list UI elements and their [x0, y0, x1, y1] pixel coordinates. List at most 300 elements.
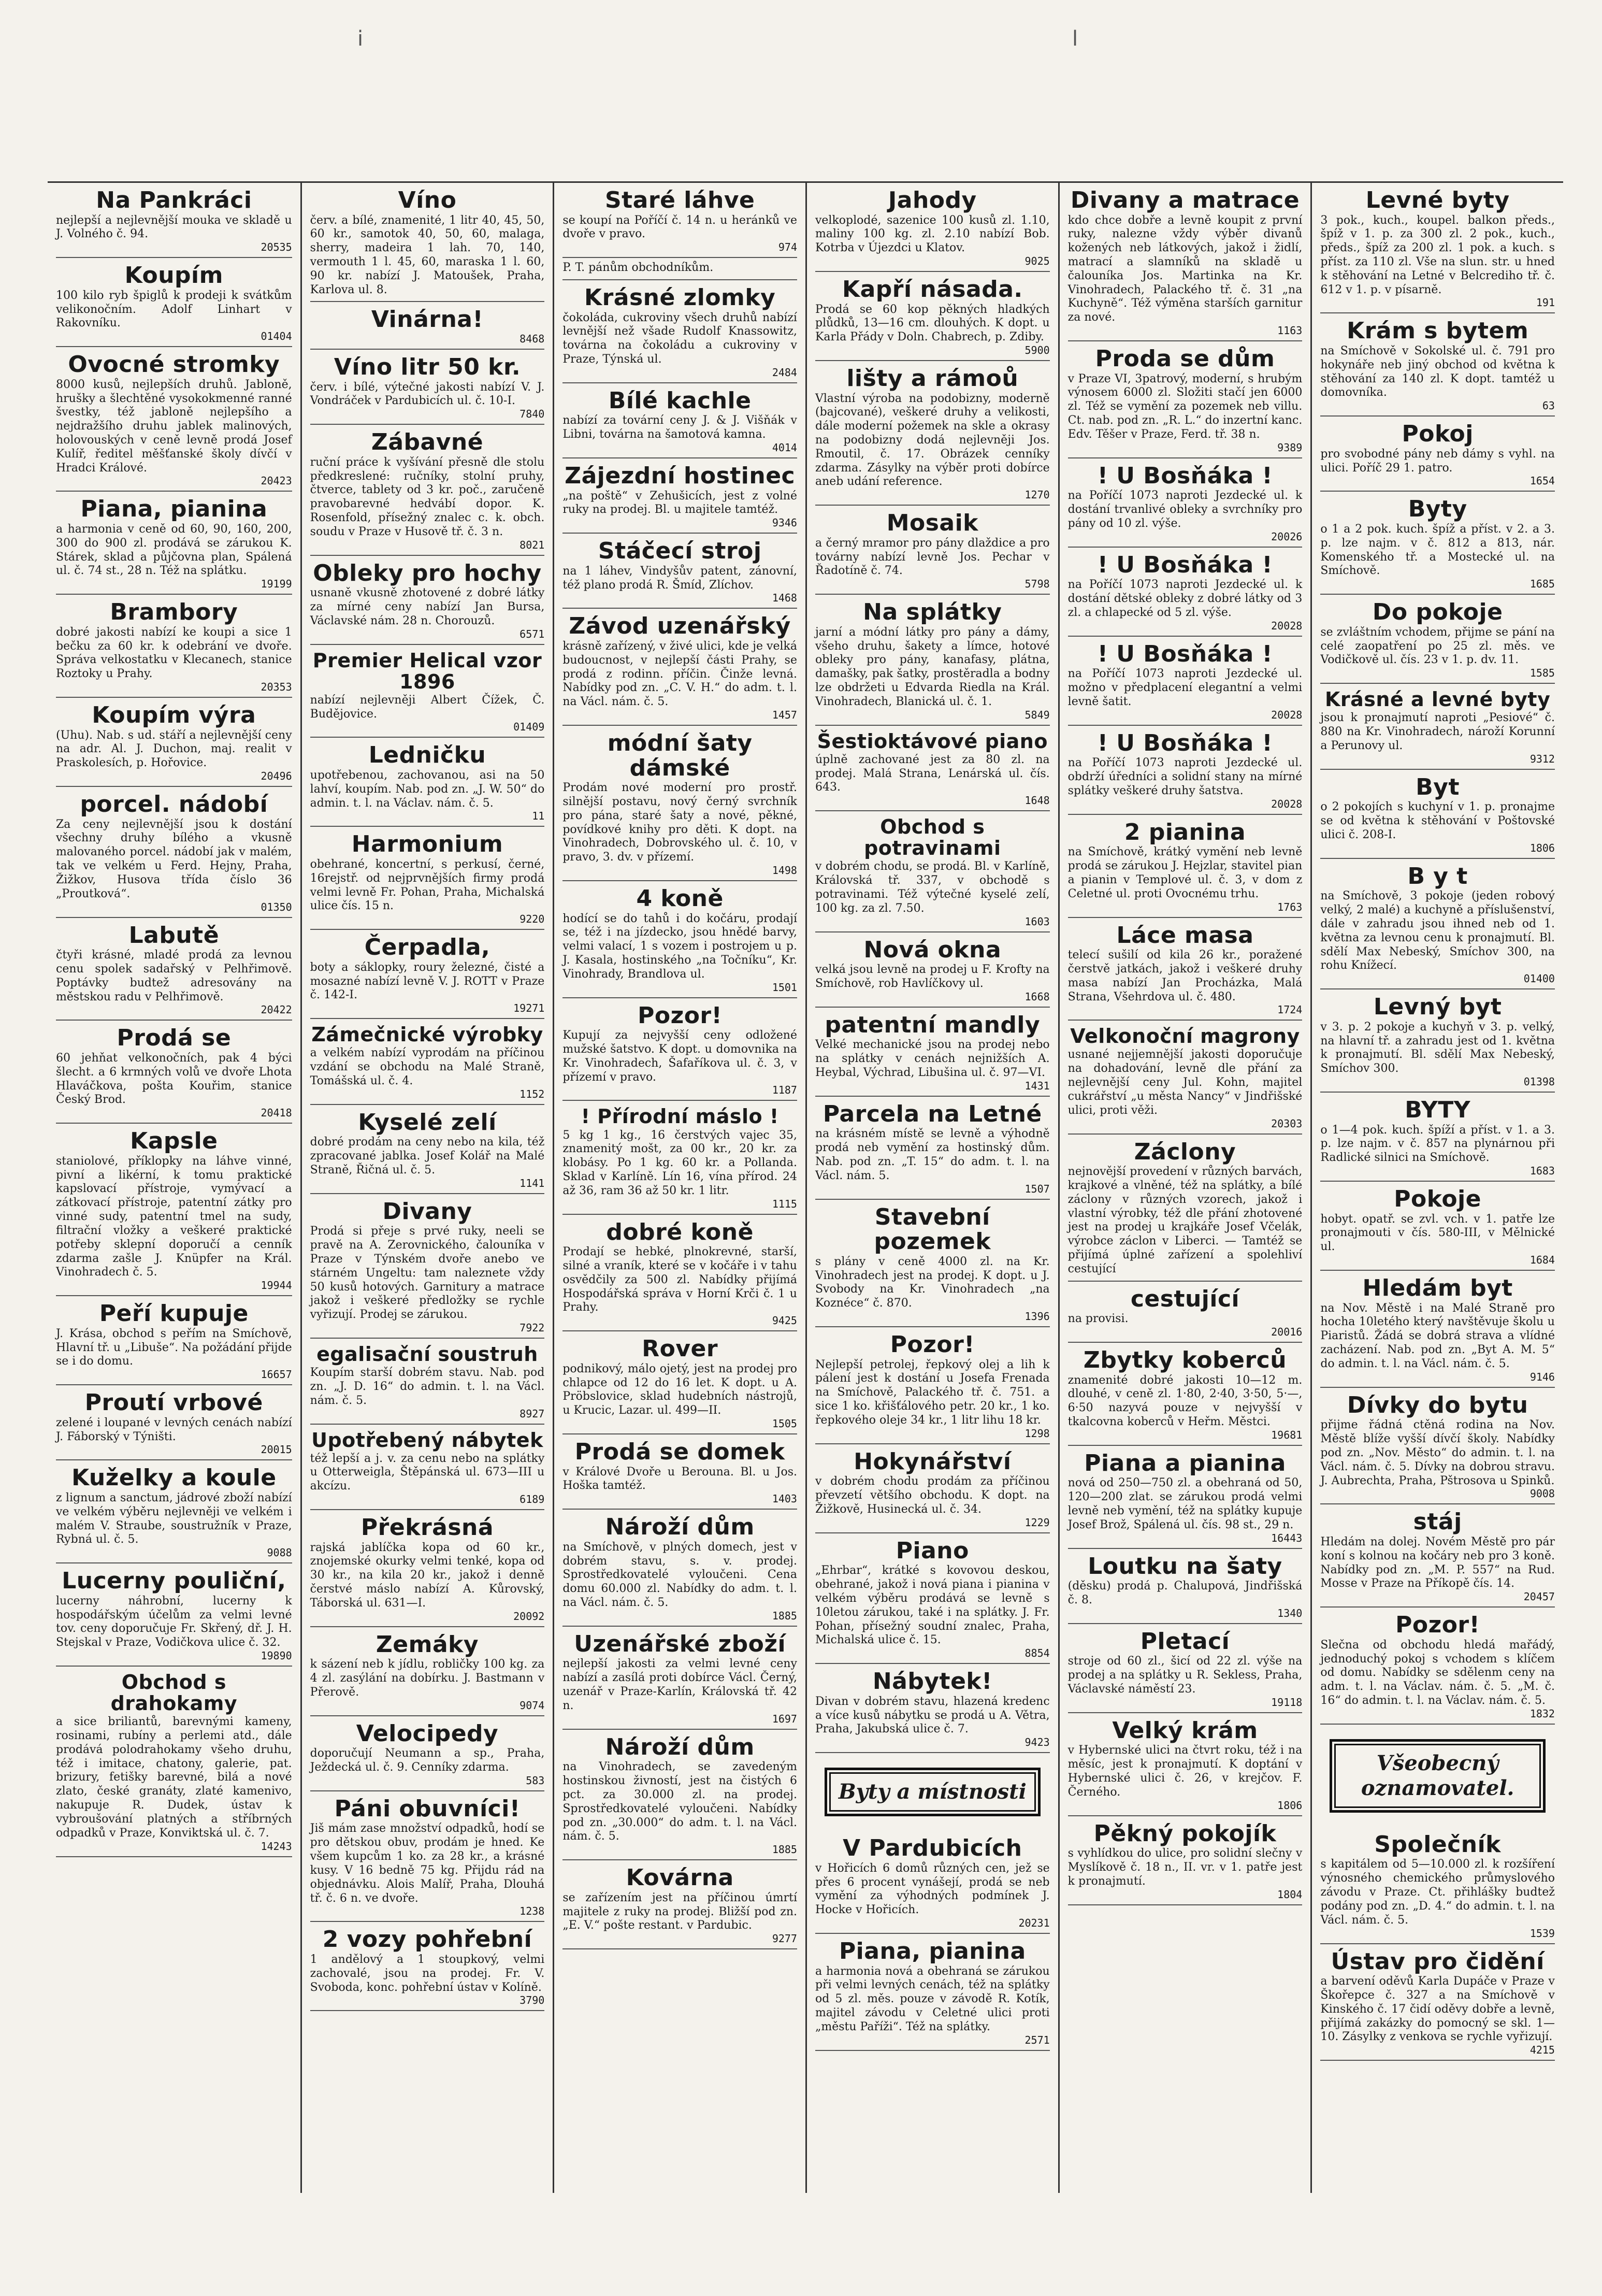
ad-title: Šestioktávové piano [817, 729, 1048, 753]
ad-text: Velké mechanické jsou na prodej nebo na splátky v cenách nejnižších A. Heybal, Výchrad, Libušina ul. č. 97—VI. [815, 1038, 1050, 1080]
ad-text: dobré prodám na ceny nebo na kila, též zpracované jablka. Josef Kolář na Malé Straně, Řičná ul. č. 5. [310, 1136, 545, 1176]
ad-text: v 3. p. 2 pokoje a kuchyň v 3. p. velký, na hlavní tř. a zahradu jest od 1. května k pronajmutí. Bl. sdělí Max Nebeský, Smíchov 300. [1320, 1020, 1555, 1075]
ad-number: 6571 [519, 627, 545, 640]
ad-number: 1885 [772, 1843, 797, 1856]
classified-ad [56, 1124, 292, 1296]
ad-title: Láce masa [1116, 922, 1254, 949]
classified-ad [562, 1510, 797, 1627]
ad-text: na Poříčí 1073 naproti Jezdecké ul. k dostání trvanlivé obleky a svrchníky pro pány od 10 zl. výše. [1067, 489, 1303, 530]
classified-ad [1320, 1504, 1555, 1608]
classified-ad [1068, 637, 1303, 726]
ad-number: 20016 [1271, 1326, 1303, 1339]
ad-title: Kapsle [130, 1128, 218, 1155]
classified-ad [1320, 1608, 1555, 1725]
ad-number: 8021 [519, 538, 545, 551]
classified-ad [1068, 1343, 1303, 1446]
classified-ad [815, 1097, 1050, 1200]
ad-title: Harmonium [351, 831, 503, 858]
classified-ad [56, 492, 292, 595]
ad-number: 63 [1542, 399, 1555, 412]
ad-title: Pozor! [890, 1331, 975, 1358]
classified-ad [562, 1627, 797, 1730]
ad-title: Kyselé zelí [358, 1109, 497, 1136]
classified-ad [1320, 183, 1555, 313]
ad-title: Nároží dům [605, 1514, 755, 1541]
ad-number: 20423 [261, 475, 292, 487]
ad-text: usnaně vkusně zhotovené z dobré látky za mírné ceny nabízí Jan Bursa, Václavské nám. 28 n. Chorouzů. [310, 586, 545, 627]
ad-text: P. T. pánům obchodníkům. [562, 261, 714, 275]
ad-title: Brambory [110, 599, 238, 626]
ad-number: 5849 [1024, 708, 1050, 721]
ad-text: (děsku) prodá p. Chalupová, Jindřišská č. 8. [1067, 1580, 1303, 1607]
ad-text: přijme řádná ctěná rodina na Nov. Městě blíže vyšší dívčí školy. Nabídky pod zn. „Nov. Město“ do admin. t. l. na Václ. nám. č. 5. Dívky na dobrou stravu. J. Aubrechta, Praha, Pštrosova u Spinků. [1320, 1418, 1555, 1487]
page-mark: i [357, 27, 364, 51]
ad-title: Ústav pro čidění [1331, 1948, 1545, 1975]
ad-title: Obchod s potravinami [864, 815, 1001, 860]
ad-number: 9088 [267, 1546, 292, 1559]
classified-ad [1320, 492, 1555, 595]
classified-ad [310, 738, 545, 827]
classified-ad [815, 1831, 1050, 1934]
ad-number: 1396 [1024, 1310, 1050, 1323]
ad-number: 1501 [772, 981, 797, 994]
ad-text: zelené i loupané v levných cenách nabízí J. Fáborský v Týništi. [56, 1416, 292, 1443]
ad-number: 20418 [261, 1107, 292, 1120]
ad-number: 5798 [1024, 578, 1050, 591]
ad-number: 1403 [772, 1493, 797, 1505]
classified-ad [1068, 1816, 1303, 1905]
classified-ad [1320, 313, 1555, 417]
ad-number: 19681 [1271, 1428, 1303, 1441]
ad-number: 7840 [519, 408, 545, 421]
classified-ad [815, 1664, 1050, 1753]
ad-text: z lignum a sanctum, jádrové zboží nabízí ve velkém výběru nejlevněji ve velkém i malém V. Straube, soustružník v Praze, Rybná ul. č. 5. [56, 1491, 292, 1546]
ad-number: 5900 [1024, 344, 1050, 356]
classified-ad [310, 1627, 545, 1716]
ad-text: o 1—4 pok. kuch. špíží a příst. v 1. a 3. p. lze najm. v č. 857 na plynárnou při Radlické silnici na Smíchově. [1320, 1123, 1555, 1165]
ad-title: Stáčecí stroj [598, 538, 762, 565]
ad-title: B y t [1407, 863, 1468, 889]
ad-text: krásně zařízený, v živé ulici, kde je velká budoucnost, v nejlepší části Prahy, se prodá z rodinn. příčin. Činže levná. Nabídky pod zn. „C. V. H.“ do adm. t. l. na Václ. nám. č. 5. [562, 639, 797, 709]
classified-ad [815, 506, 1050, 595]
ad-number: 20015 [261, 1443, 292, 1456]
ad-title: Pěkný pokojík [1093, 1820, 1277, 1847]
classified-ad [1068, 1135, 1303, 1282]
ad-title: Dívky do bytu [1347, 1391, 1528, 1418]
ad-title: Loutku na šaty [1088, 1553, 1282, 1580]
ad-text: nabízí nejlevněji Albert Čížek, Č. Budějovice. [310, 693, 545, 721]
classified-ad [815, 1008, 1050, 1097]
ad-number: 1141 [519, 1176, 545, 1189]
ad-number: 1684 [1529, 1254, 1555, 1267]
classified-ad [1068, 1713, 1303, 1816]
ad-title: Nábytek! [872, 1668, 992, 1695]
ad-title: Lucerny pouliční, [62, 1568, 286, 1595]
ad-title: Staré láhve [604, 187, 755, 213]
ad-text: o 1 a 2 pok. kuch. špíž a příst. v 2. a 3. p. lze najm. v č. 812 a 813, nár. Komenského tř. a Mostecké ul. na Smíchově. [1320, 523, 1555, 578]
classified-ad [310, 1019, 545, 1105]
ad-title: Piana, pianina [839, 1938, 1026, 1964]
classified-ad [310, 930, 545, 1019]
ad-title: Hokynářství [854, 1448, 1012, 1475]
classified-ad [310, 1791, 545, 1922]
ad-number: 1668 [1024, 990, 1050, 1003]
classified-ad [562, 1730, 797, 1860]
ad-text: nabízí za tovární ceny J. & J. Višňák v Libni, továrna na šamotová kamna. [562, 414, 797, 441]
ad-number: 9074 [519, 1699, 545, 1712]
ad-number: 01350 [261, 900, 292, 913]
ad-text: hobyt. opatř. se zvl. vch. v 1. patře lze pronajmouti v čís. 580-III, v Mělnické ul. [1320, 1212, 1555, 1254]
ad-number: 1683 [1529, 1165, 1555, 1178]
ad-text: v Praze VI, 3patrový, moderní, s hrubým výnosem 6000 zl. Složiti stačí jen 6000 zl. Též se vymění za pozemek neb villu. Ct. nab. pod zn. „R. L.“ do inzertní kanc. Edv. Těšer v Praze, Ferd. tř. 38 n. [1067, 372, 1303, 441]
classified-ad [1320, 1271, 1555, 1388]
ad-text: rajská jablíčka kopa od 60 kr., znojemské okurky velmi tenké, kopa od 30 kr., na kila 20 kr., jakož i denně čerstvé máslo nabízí A. Kůrovský, Táborská ul. 631—I. [310, 1541, 545, 1610]
classified-ad [1320, 989, 1555, 1093]
ad-text: „Ehrbar“, krátké s kovovou deskou, obehrané, jakož i nová piana i pianina v velkém výběru prodává se levně s 10letou zárukou, také i na splátky. J. Fr. Pohan, přísežný soudní znalec, Praha, Michalská ulice č. 15. [815, 1564, 1050, 1647]
ad-title: Zájezdní hostinec [565, 463, 796, 489]
ad-number: 1229 [1024, 1516, 1050, 1529]
ad-title: ! U Bosňáka ! [1097, 729, 1273, 756]
classified-ad [815, 361, 1050, 506]
ad-text: usnané nejjemnější jakosti doporučuje na dohadování, levně dle přání za nejlevnější ceny Jul. Kohn, majitel cukrářství „u města Nancy“ v Jindřišské ulici, proti věži. [1067, 1048, 1303, 1117]
ad-number: 19890 [261, 1649, 292, 1662]
ad-number: 1468 [772, 592, 797, 605]
ad-number: 1457 [772, 709, 797, 721]
ad-number: 8854 [1024, 1647, 1050, 1660]
ad-text: obehrané, koncertní, s perkusí, černé, 16rejstř. od nejprvnějších firmy prodá velmi levně Fr. Pohan, Praha, Michalská ulice čís. 15 n. [310, 857, 545, 913]
classified-ad [56, 1021, 292, 1124]
ad-number: 01398 [1523, 1075, 1555, 1088]
ad-number: 7922 [519, 1322, 545, 1334]
classified-ad [310, 425, 545, 555]
classified-ad [815, 1934, 1050, 2051]
ad-text: podnikový, málo ojetý, jest na prodej pro chlapce od 12 do 16 let. K dopt. u A. Pröbslovice, sklad hudebních nástrojů, u Krucic, Lazar. ul. 499—II. [562, 1362, 797, 1417]
ad-number: 1340 [1277, 1606, 1303, 1619]
classified-ad [1320, 595, 1555, 684]
ad-text: kdo chce dobře a levně koupit z první ruky, nalezne vždy výběr divanů kožených neb látkových, jakož i židlí, matrací a slamníků na skladě u čalouníka Jos. Martinka na Kr. Vinohradech, Palackého tř. č. 31 „na Kuchyně“. Též výměna starších garnitur za nové. [1067, 213, 1303, 324]
ad-text: a harmonia nová a obehraná se zárukou při velmi levných cenách, též na splátky od 5 zl. měs. pouze v závodě R. Kotík, majitel závodu v Celetné ulici proti „městu Paříži“. Též na splátky. [815, 1964, 1050, 2033]
classified-ad [1320, 1944, 1555, 2061]
ad-number: 1804 [1277, 1888, 1303, 1901]
ad-number: 1152 [519, 1087, 545, 1100]
ad-text: a velkém nabízí vyprodám na příčinou vzdání se obchodu na Malé Straně, Tomášská ul. č. 4. [310, 1046, 545, 1087]
ad-title: Koupím [124, 262, 223, 289]
ad-number: 11 [532, 810, 545, 823]
ad-number: 1507 [1024, 1182, 1050, 1195]
ad-number: 01400 [1523, 972, 1555, 985]
classified-ad [1320, 684, 1555, 770]
classified-ad [310, 350, 545, 425]
ad-title: Proda se dům [1095, 346, 1275, 372]
classified-ad [310, 1339, 545, 1425]
classified-ad [815, 726, 1050, 812]
ad-title: patentní mandly [825, 1011, 1041, 1038]
ad-number: 191 [1536, 296, 1555, 309]
ad-title: Velký krám [1112, 1717, 1258, 1744]
ad-title: Pokoj [1402, 421, 1474, 448]
ad-number: 1163 [1277, 324, 1303, 337]
ad-number: 20457 [1523, 1590, 1555, 1603]
ad-title: ! U Bosňáka ! [1097, 640, 1273, 667]
ad-title: Překrásná [360, 1514, 494, 1541]
classified-ad [56, 787, 292, 917]
ad-text: jsou k pronajmutí naproti „Pesiové“ č. 880 na Kr. Vinohradech, nároží Korunní a Perunovy ul. [1320, 711, 1555, 752]
ad-title: ! U Bosňáka ! [1097, 462, 1273, 489]
ad-title: Levné byty [1365, 187, 1510, 213]
ad-text: Prodají se hebké, plnokrevné, starší, silné a vraník, které se v kočáře i v tahu osvědčily za 500 zl. Nabídky přijímá Hospodářská správa v Horní Krči č. 1 u Prahy. [562, 1245, 797, 1314]
ad-number: 1832 [1529, 1707, 1555, 1720]
classified-ad [310, 1194, 545, 1339]
classified-ad [1068, 458, 1303, 548]
classified-ad [562, 534, 797, 609]
ad-number: 1885 [772, 1609, 797, 1622]
classified-ad [56, 1460, 292, 1563]
ad-title: BYTY [1405, 1097, 1471, 1124]
classified-ad [56, 918, 292, 1021]
ad-title: 2 vozy pohřební [322, 1926, 532, 1953]
classified-ad [1320, 1182, 1555, 1271]
ad-title: cestující [1130, 1285, 1240, 1312]
ad-text: na Poříčí 1073 naproti Jezdecké ul. možno v předplacení elegantní a velmi levně šatit. [1067, 667, 1303, 708]
ad-title: Parcela na Letné [822, 1100, 1042, 1127]
ad-text: v Hybernské ulici na čtvrt roku, též i na měsíc, jest k pronajmutí. K doptání v Hybernské ulici č. 26, v krejčov. F. Černého. [1067, 1744, 1303, 1799]
ad-number: 2484 [772, 366, 797, 379]
classified-ad [562, 998, 797, 1101]
column-2 [300, 183, 553, 2193]
ad-title: Ovocné stromky [68, 351, 280, 378]
ad-text: velká jsou levně na prodej u F. Krofty na Smíchově, rob Havlíčkovy ul. [815, 963, 1050, 991]
classified-ad [56, 347, 292, 492]
ad-number: 01404 [261, 330, 292, 343]
ad-text: též lepší a j. v. za cenu nebo na splátky u Otterweigla, Štěpánská ul. 673—III u akcízu. [310, 1452, 545, 1493]
classified-ad [56, 1385, 292, 1460]
ad-text: se zvláštním vchodem, přijme se pání na celé zaopatření po 25 zl. měs. ve Vodičkově ul. čís. 23 v 1. p. dv. 11. [1320, 625, 1555, 667]
ad-number: 583 [526, 1774, 545, 1787]
ad-number: 9346 [772, 516, 797, 529]
ad-text: 3 pok., kuch., koupel. balkon předs., špíž v 1. p. za 300 zl. 2 pok., kuch., předs., špíž za 200 zl. 1 pok. a kuch. s příst. za 110 zl. Vše na slun. str. u hned k stěhování na Letné v Belcrediho tř. č. 612 v 1. p. v písarně. [1320, 213, 1555, 296]
classified-ad [1068, 341, 1303, 458]
ad-text: na Smíchově, krátký vymění neb levně prodá se zárukou J. Hejzlar, stavitel pian a pianin v Templové ul. č. 3, v dom z Celetné ul. proti Ovocnému trhu. [1067, 845, 1303, 900]
ad-number: 9277 [772, 1932, 797, 1945]
ad-title: Ledničku [368, 742, 486, 769]
ad-text: Za ceny nejlevnější jsou k dostání všechny druhy bílého a vkusně malovaného porcel. nádobí jak v malém, tak ve velkém u Ferd. Hejny, Praha, Žižkov, Husova třída číslo 36 „Proutková“. [56, 817, 292, 900]
ad-text: na provisi. [1067, 1312, 1129, 1326]
classified-ad [1068, 1446, 1303, 1549]
ad-text: červ. a bílé, znamenité, 1 litr 40, 45, 50, 60 kr., samotok 40, 50, 60, malaga, sherry, madeira 1 lah. 70, 140, vermouth 1 l. 45, 60, maraska 1 l. 60, 90 kr. nabízí J. Matoušek, Praha, Karlova ul. 8. [310, 213, 545, 296]
ad-number: 19199 [261, 578, 292, 591]
classified-columns [48, 181, 1563, 2193]
classified-ad [1068, 1282, 1303, 1343]
ad-text: Prodá si přeje s prvé ruky, neeli se pravě na A. Zerovnického, čalouníka v Praze v Týnském dvoře anebo ve stárném Ungeltu: tam naleznete vždy 50 kusů hotových. Garnitury a matrace jakož i veškeré předložky se rychle vyřizují. Prodej se zárukou. [310, 1225, 545, 1322]
ad-title: Upotřebený nábytek [311, 1428, 543, 1452]
ad-number: 1585 [1529, 667, 1555, 680]
ad-number: 1238 [519, 1905, 545, 1918]
ad-text: 60 jehňat velkonočních, pak 4 býci šlecht. a 6 krmných volů ve dvoře Lhota Hlaváčkova, pošta Kouřim, stanice Český Brod. [56, 1051, 292, 1107]
ad-text: Hledám na dolej. Novém Městě pro pár koní s kolnou na kočáry neb pro 3 koně. Nabídky pod zn. „M. P. 557“ na Rud. Mosse v Praze na Příkopě čís. 14. [1320, 1535, 1555, 1590]
ad-title: Byt [1416, 773, 1460, 800]
ad-title: Mosaik [886, 510, 978, 537]
ad-number: 974 [778, 241, 797, 254]
ad-text: Prodám nové moderní pro prostř. silnější postavu, nový černý svrchník pro pána, staré šaty a nové, pěkné, povídkové knihy pro děti. K dopt. na Vinohradech, Dobrovského ul. č. 10, v pravo, 3. dv. v přízemí. [562, 781, 797, 864]
ad-text: nová od 250—750 zl. a obehraná od 50, 120—200 zlat. se zárukou prodá velmi levně neb vymění, též na splátky kupuje Josef Brož, Spálená ul. čís. 98 st., 29 n. [1067, 1476, 1303, 1531]
ad-text: se koupí na Poříčí č. 14 n. u heránků ve dvoře v pravo. [562, 213, 797, 241]
ad-title: Pletací [1140, 1628, 1230, 1655]
ad-title: Vinárna! [371, 306, 484, 333]
ad-text: na Smíchově v Sokolské ul. č. 791 pro hokynáře neb jiný obchod od května k stěhování za 140 zl. K dopt. tamtéž u domovníka. [1320, 345, 1555, 399]
classified-ad [1068, 1021, 1303, 1134]
classified-ad [562, 183, 797, 258]
ad-number: 6189 [519, 1493, 545, 1506]
classified-ad [1320, 859, 1555, 989]
ad-text: znamenité dobré jakosti 10—12 m. dlouhé, v ceně zl. 1·80, 2·40, 3·50, 5·—, 6·50 nazyvá pouze v nejvyšší v tkalcovna koberců v Heřm. Městci. [1067, 1373, 1303, 1429]
ad-number: 1270 [1024, 489, 1050, 501]
classified-ad [1320, 417, 1555, 492]
ad-text: nejlepší jakosti za velmi levné ceny nabízí a zasílá proti dobírce Václ. Černý, uzenář v Praze-Karlín, Královská tř. 42 n. [562, 1657, 797, 1712]
ad-number: 1806 [1277, 1799, 1303, 1812]
ad-text: Kupují za nejvyšší ceny odložené mužské šatstvo. K dopt. u domovnika na Kr. Vinohradech, Šafaříkova ul. č. 3, v přízemí v pravo. [562, 1029, 797, 1084]
ad-number: 20496 [261, 770, 292, 783]
classified-ad [562, 383, 797, 458]
ad-title: Rover [642, 1336, 718, 1362]
ad-title: Piano [896, 1537, 969, 1564]
ad-text: lucerny náhrobní, lucerny k hospodářským účelům za velmi levné tov. ceny doporučuje Fr. Skřený, dř. J. H. Stejskal v Praze, Vodičkova ulice č. 32. [56, 1594, 292, 1649]
ad-title: Nová okna [863, 936, 1002, 963]
classified-ad [1068, 726, 1303, 815]
classified-ad [562, 1215, 797, 1332]
column-3 [553, 183, 805, 2193]
ad-text: upotřebenou, zachovanou, asi na 50 lahví, koupím. Nab. pod zn. „J. W. 50“ do admin. t. l. na Václav. nám. č. 5. [310, 768, 545, 810]
ad-text: Koupím starší dobrém stavu. Nab. pod zn. „J. D. 16“ do admin. t. l. na Václ. nám. č. 5. [310, 1366, 545, 1407]
ad-title: porcel. nádobí [80, 791, 268, 818]
ad-text: na 1 láhev, Vindyšův patent, zánovní, též plano prodá R. Šmíd, Zlíchov. [562, 564, 797, 592]
classified-ad [56, 595, 292, 698]
ad-text: 100 kilo ryb špiglů k prodeji k svátkům velikonočním. Adolf Linhart v Rakovníku. [56, 289, 292, 330]
ad-number: 8927 [519, 1407, 545, 1420]
page-mark: l [1072, 27, 1078, 51]
ad-title: Stavební pozemek [874, 1203, 991, 1255]
ad-title: módní šaty dámské [607, 730, 753, 781]
ad-number: 9423 [1024, 1736, 1050, 1749]
ad-title: Závod uzenářský [569, 613, 791, 640]
ad-number: 1431 [1024, 1079, 1050, 1092]
ad-title: Premier Helical vzor 1896 [312, 649, 542, 693]
ad-number: 9312 [1529, 752, 1555, 765]
column-5 [1058, 183, 1311, 2193]
ad-text: na Vinohradech, se zavedeným hostinskou živností, jest na čistých 6 pct. za 30.000 zl. na prodej. Sprostředkovatelé vyloučeni. Nabídky pod zn. „30.000“ do adm. t. l. na Václ. nám. č. 5. [562, 1760, 797, 1843]
classified-ad [310, 1105, 545, 1194]
ad-text: J. Krása, obchod s peřím na Smíchově, Hlavní tř. u „Libuše“. Na požádání přijde se i do domu. [56, 1327, 292, 1368]
classified-ad [1068, 548, 1303, 637]
ad-text: 8000 kusů, nejlepších druhů. Jabloně, hrušky a šlechtěné vysokokmenné ranné švestky, též jabloně nejlepšího a nejdražšího druhu jablek malinových, holovouských v ceně levně prodá Josef Kulíř, ředitel měšťanské školy dívčí v Hradci Králové. [56, 378, 292, 475]
classified-ad [562, 1101, 797, 1214]
ad-text: čokoláda, cukroviny všech druhů nabízí levnější než všade Rudolf Knassowitz, továrna na čokoládu a cukroviny v Praze, Týnská ul. [562, 311, 797, 366]
ad-number: 19118 [1271, 1696, 1303, 1709]
ad-number: 20028 [1271, 619, 1303, 632]
classified-ad [1320, 1827, 1555, 1944]
ad-title: ! Přírodní máslo ! [581, 1105, 779, 1128]
ad-text: v dobrém chodu prodám za příčinou převzetí většího obchodu. K dopt. na Žižkově, Husinecká ul. č. 34. [815, 1475, 1050, 1516]
ad-text: Divan v dobrém stavu, hlazená kredenc a více kusů nábytku se prodá u A. Větra, Praha, Jakubská ulice č. 7. [815, 1695, 1050, 1736]
ad-text: a harmonia v ceně od 60, 90, 160, 200, 300 do 900 zl. prodává se zárukou K. Stárek, sklad a půjčovna plan, Spálená ul. č. 74 st., 28 n. Též na splátku. [56, 523, 292, 578]
classified-ad [562, 1331, 797, 1434]
ad-title: Nároží dům [605, 1733, 755, 1760]
ad-text: a barvení oděvů Karla Dupáče v Praze v Škořepce č. 327 a na Smíchově v Kinského č. 17 čidí oděvy dobře a levně, přijímá zakázky do pomocný se skl. 1—10. Zásylky z venkova se rychle vyřizují. [1320, 1975, 1555, 2044]
classified-ad [1320, 1388, 1555, 1505]
ad-title: Byty [1408, 496, 1467, 523]
ad-title: Divany a matrace [1070, 187, 1300, 213]
classified-ad [815, 932, 1050, 1008]
ad-text: se zařízením jest na příčinou úmrtí majitele z ruky na prodej. Bližší pod zn. „E. V.“ pošte restant. v Pardubic. [562, 1891, 797, 1932]
ad-text: a sice briliantů, barevnými kameny, rosinami, rubíny a perlemi atd., dále prodává polodrahokamy všeho druhu, též i imitace, chatony, galerie, pat. brizury, fetišky barevné, bilá a nové zlato, české granáty, zlaté kamenivo, nakupuje R. Dudek, ústav k vybroušování platných a stříbrných odpadků v Praze, Konviktská ul. č. 7. [56, 1715, 292, 1840]
column-4 [805, 183, 1058, 2193]
ad-text: „na poště“ v Zehušicích, jest z volné ruky na prodej. Bl. u majitele tamtéž. [562, 489, 797, 516]
ad-text: hodící se do tahů i do kočáru, prodají se, též i na jízdecko, jsou hnědé barvy, velmi valací, 1 s vozem i postrojem u p. J. Kasala, hostinského „na Točníku“, Kr. Vinohrady, Brandlova ul. [562, 912, 797, 981]
classified-ad [562, 609, 797, 726]
ad-text: nejnovější provedení v různých barvách, krajkové a vlněné, též na splátky, a bílé záclony v různých vzorech, jakož i vlastní výrobky, též dle přání zhotovené jest na prodej u krajkáře Josef Včelák, výrobce záclon v Liberci. — Tamtéž se přijímá úplné zařízení a spolehliví cestující [1067, 1165, 1303, 1275]
ad-number: 14243 [261, 1840, 292, 1853]
ad-title: Na Pankráci [96, 187, 252, 213]
ad-number: 2571 [1024, 2033, 1050, 2046]
ad-number: 19944 [261, 1279, 292, 1292]
ad-text: na Poříčí 1073 naproti Jezdecké ul. k dostání dětské obleky z dobré látky od 3 zl. a chlapecké od 5 zl. výše. [1067, 578, 1303, 619]
classified-ad [310, 1716, 545, 1791]
ad-number: 1539 [1529, 1927, 1555, 1940]
classified-ad [310, 556, 545, 645]
ad-number: 1498 [772, 864, 797, 877]
ad-title: Zábavné [371, 429, 484, 456]
ad-title: Prodá se domek [574, 1439, 785, 1466]
classified-ad [815, 1444, 1050, 1533]
classified-ad [562, 1434, 797, 1510]
ad-text: telecí sušilí od kila 26 kr., poražené čerstvě jatkách, jakož i veškeré druhy masa nabízí Jan Procházka, Malá Strana, Všehrdova ul. č. 480. [1067, 949, 1303, 1003]
section-banner: Všeobecný oznamovatel. [1330, 1739, 1546, 1813]
classified-ad [562, 1860, 797, 1949]
ad-text: o 2 pokojích s kuchyní v 1. p. pronajme se od května k stěhování v Poštovské ulici č. 208-I. [1320, 800, 1555, 841]
ad-title: Pozor! [638, 1002, 723, 1029]
ad-number: 20231 [1018, 1917, 1050, 1929]
classified-ad [56, 698, 292, 787]
ad-title: ! U Bosňáka ! [1097, 551, 1273, 578]
column-6 [1310, 183, 1563, 2193]
ad-number: 9425 [772, 1314, 797, 1327]
ad-number: 20028 [1271, 797, 1303, 810]
ad-text: stroje od 60 zl., šicí od 22 zl. výše na prodej a na splátky u R. Sekless, Praha, Václavské náměstí 23. [1067, 1655, 1303, 1696]
ad-number: 1298 [1024, 1427, 1050, 1440]
ad-text: v Králové Dvoře u Berouna. Bl. u Jos. Hoška tamtéž. [562, 1465, 797, 1493]
ad-title: Do pokoje [1372, 599, 1503, 626]
ad-text: k sázení neb k jídlu, robličky 100 kg. za 4 zl. zasýlání na dobírku. J. Bastmann v Přerově. [310, 1658, 545, 1699]
ad-title: 2 pianina [1124, 819, 1246, 845]
classified-ad [56, 1296, 292, 1385]
classified-ad [562, 258, 797, 280]
ad-title: Divany [382, 1198, 472, 1225]
ad-text: pro svobodné pány neb dámy s vyhl. na ulici. Poříč 29 1. patro. [1320, 447, 1555, 475]
ad-text: doporučují Neumann a sp., Praha, Ježdecká ul. č. 9. Cenníky zdarma. [310, 1747, 545, 1774]
classified-ad [310, 1425, 545, 1511]
ad-number: 4215 [1529, 2044, 1555, 2057]
ad-text: Prodá se 60 kop pěkných hladkých plůdků, 13—16 cm. dlouhých. K dopt. u Karla Přády v Doln. Chabrech, p. Zdiby. [815, 303, 1050, 344]
ad-text: červ. i bílé, výtečné jakosti nabízí V. J. Vondráček v Pardubicích ul. č. 10-I. [310, 380, 545, 408]
ad-text: boty a sáklopky, roury železné, čisté a mosazné nabízí levně V. J. ROTT v Praze č. 142-I. [310, 960, 545, 1002]
ad-title: 4 koně [636, 885, 724, 912]
ad-number: 20028 [1271, 708, 1303, 721]
ad-title: Uzenářské zboží [574, 1630, 786, 1657]
classified-ad [1068, 1549, 1303, 1624]
ad-title: Páni obuvníci! [334, 1795, 521, 1822]
ad-title: Krásné a levné byty [1324, 688, 1551, 711]
ad-title: Peří kupuje [99, 1300, 249, 1327]
ad-text: jarní a módní látky pro pány a dámy, všeho druhu, šakety a límce, hotové obleky pro pány, kanafasy, plátna, damašky, pak šatky, prostěradla a bodny lze obdržeti u Edvarda Riedla na Král. Vinohradech, Blanická ul. č. 1. [815, 625, 1050, 708]
